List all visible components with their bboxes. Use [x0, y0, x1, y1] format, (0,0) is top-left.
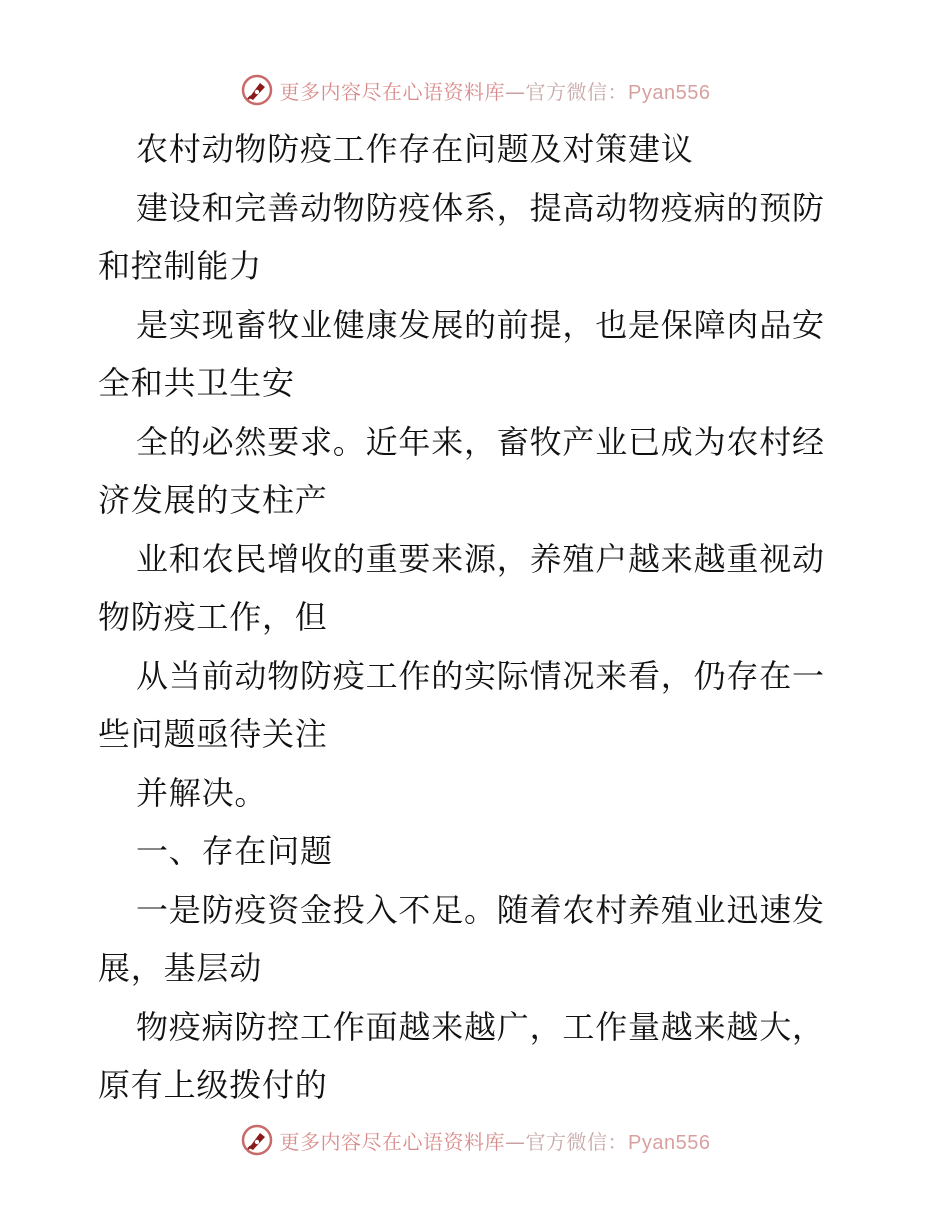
paragraph-line: 并解决。	[136, 773, 268, 812]
paragraph-line: 业和农民增收的重要来源，养殖户越来越重视动	[136, 539, 825, 578]
watermark-wechat-label: 官方微信：	[525, 79, 629, 104]
watermark-brand: 更多内容尽在心语资料库	[279, 1129, 506, 1154]
watermark-wechat-handle: Pyan556	[628, 81, 711, 104]
section-heading: 一、存在问题	[136, 832, 333, 870]
paragraph-line: 济发展的支柱产	[98, 481, 328, 519]
page-header-watermark	[0, 70, 950, 110]
document-body	[98, 120, 854, 1115]
paragraph-line: 展，基层动	[98, 949, 263, 987]
watermark-wechat-handle: Pyan556	[628, 1131, 711, 1154]
watermark-dash: —	[505, 79, 526, 104]
document-title: 农村动物防疫工作存在问题及对策建议	[136, 130, 694, 168]
paragraph-line: 全和共卫生安	[98, 364, 295, 402]
paragraph-line: 物防疫工作，但	[98, 598, 328, 636]
watermark-text	[280, 76, 711, 105]
paragraph-line: 和控制能力	[98, 247, 263, 285]
paragraph-line: 些问题亟待关注	[98, 715, 328, 753]
watermark-dash: —	[505, 1129, 526, 1154]
watermark-wechat-label: 官方微信：	[525, 1129, 629, 1154]
pen-nib-circle-icon	[240, 73, 274, 107]
paragraph-line: 一是防疫资金投入不足。随着农村养殖业迅速发	[136, 890, 825, 929]
paragraph-line: 从当前动物防疫工作的实际情况来看，仍存在一	[136, 656, 825, 695]
pen-nib-circle-icon	[240, 1123, 274, 1157]
paragraph-line: 是实现畜牧业健康发展的前提，也是保障肉品安	[136, 305, 825, 344]
watermark-brand: 更多内容尽在心语资料库	[279, 79, 506, 104]
paragraph-line: 全的必然要求。近年来，畜牧产业已成为农村经	[136, 422, 825, 461]
watermark-text	[280, 1126, 711, 1155]
paragraph-line: 物疫病防控工作面越来越广，工作量越来越大，	[136, 1007, 825, 1046]
paragraph-line: 原有上级拨付的	[98, 1066, 328, 1104]
page-footer-watermark	[0, 1120, 950, 1160]
paragraph-line: 建设和完善动物防疫体系，提高动物疫病的预防	[136, 188, 825, 227]
